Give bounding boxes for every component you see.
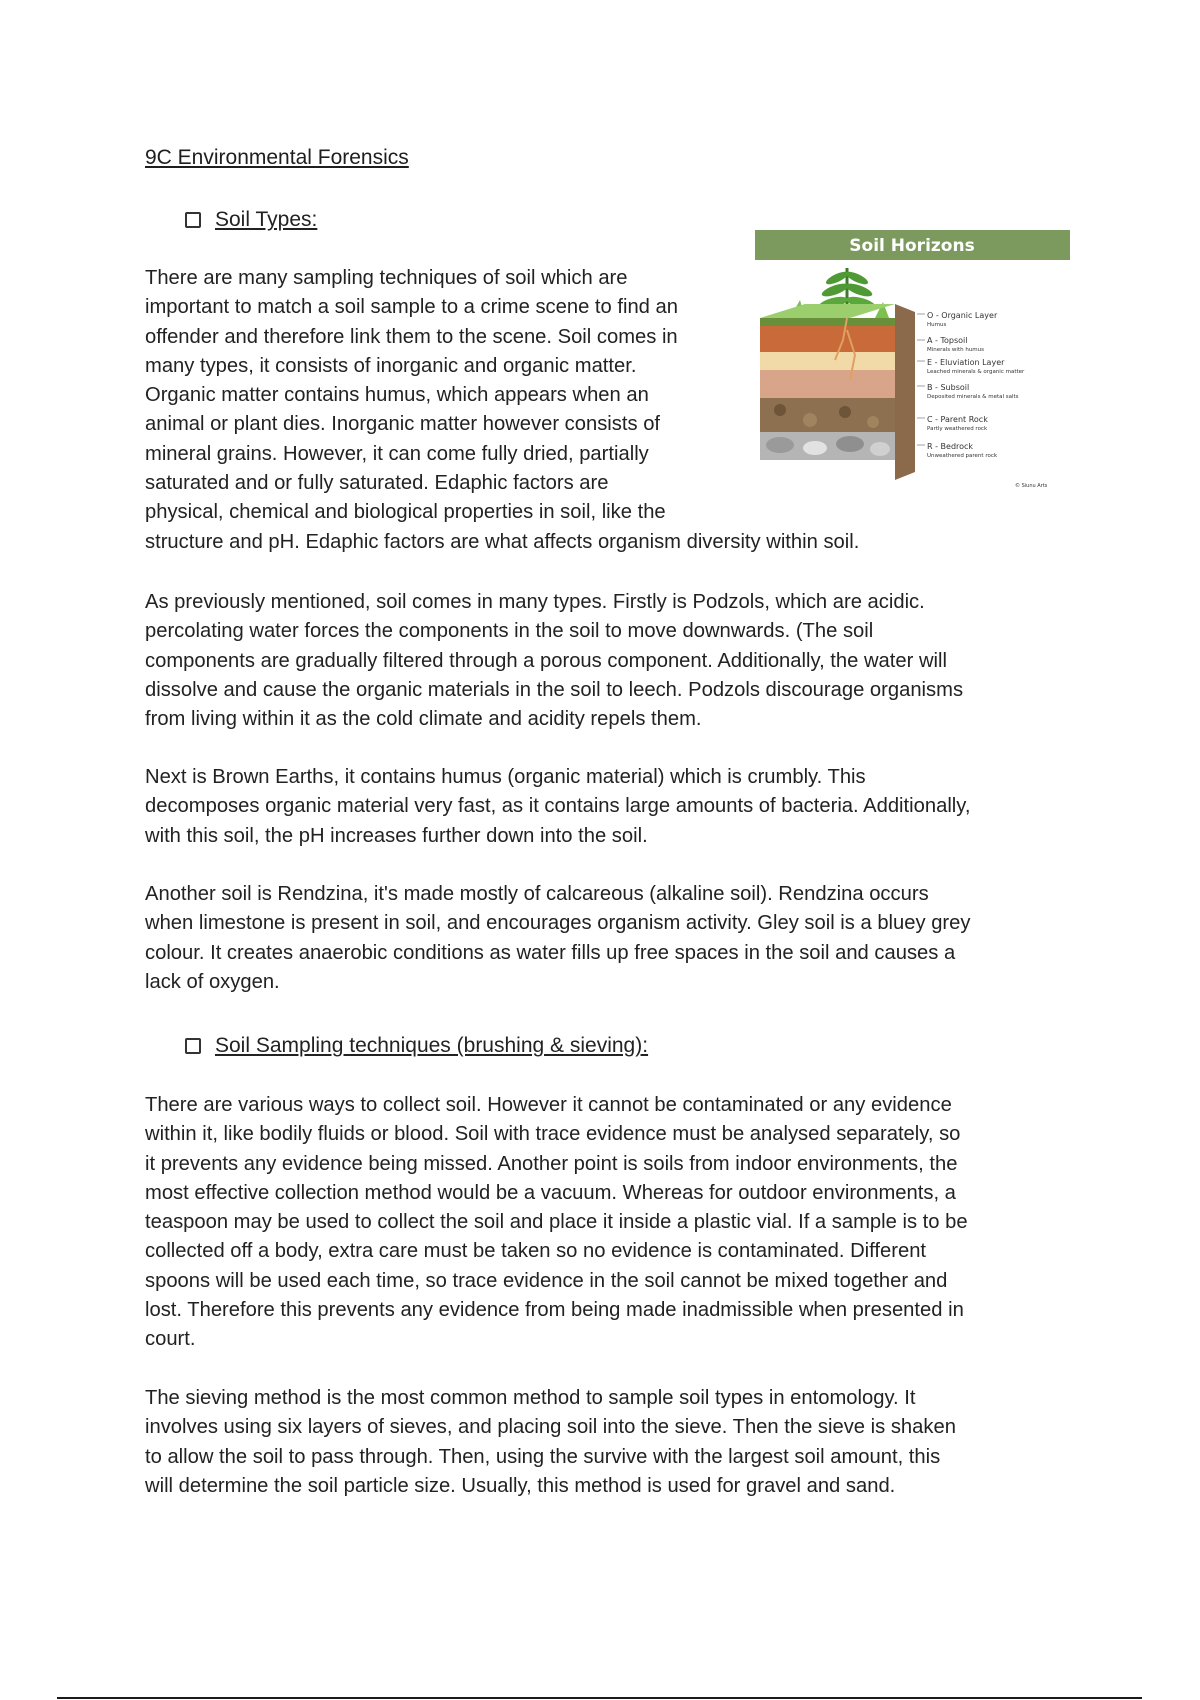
text-line: Next is Brown Earths, it contains humus (organic material) which is crumbly. This: [145, 766, 866, 788]
text-line: it prevents any evidence being missed. Another point is soils from indoor environments, the: [145, 1152, 958, 1175]
layer-label: [927, 358, 1025, 375]
checklist-checkbox[interactable]: [185, 1038, 201, 1054]
svg-text:A - Topsoil: A - Topsoil: [927, 336, 968, 345]
text-line: decomposes organic material very fast, as it contains large amounts of bacteria. Additionally,: [145, 795, 971, 818]
section-heading-label: Soil Types:: [215, 208, 318, 231]
section-heading-soil-types: [185, 208, 317, 232]
text-line: physical, chemical and biological properties in soil, like the: [145, 501, 666, 524]
soil-horizons-diagram: [755, 230, 1070, 500]
text-line: important to match a soil sample to a crime scene to find an: [145, 296, 678, 319]
text-line: saturated and or fully saturated. Edaphic factors are: [145, 472, 609, 495]
text-line: court.: [145, 1328, 196, 1351]
svg-text:C - Parent Rock: C - Parent Rock: [927, 415, 988, 424]
text-line: colour. It creates anaerobic conditions as water fills up free spaces in the soil and causes a: [145, 941, 956, 964]
text-line: lost. Therefore this prevents any evidence from being made inadmissible when presented in: [145, 1299, 964, 1322]
svg-text:Unweathered parent rock: Unweathered parent rock: [927, 453, 998, 459]
text-line: involves using six layers of sieves, and placing soil into the sieve. Then the sieve is shaken: [145, 1416, 956, 1439]
svg-text:Minerals with humus: Minerals with humus: [927, 347, 985, 353]
svg-text:Deposited minerals & metal sal: Deposited minerals & metal salts: [927, 394, 1019, 400]
layer-labels: [927, 311, 1048, 489]
text-line: animal or plant dies. Inorganic matter however consists of: [145, 413, 661, 436]
paragraph-sieving: [145, 1384, 1065, 1501]
svg-text:Leached minerals & organic mat: Leached minerals & organic matter: [927, 369, 1025, 375]
paragraph-podzols: [145, 588, 1065, 734]
document-title: 9C Environmental Forensics: [145, 146, 409, 169]
section-heading-label: Soil Sampling techniques (brushing & sieving):: [215, 1034, 649, 1057]
layer-label: [927, 311, 998, 328]
label-leader-lines: [917, 314, 925, 445]
text-line: Organic matter contains humus, which appears when an: [145, 384, 649, 407]
layer-subsoil: [760, 370, 895, 398]
svg-text:O - Organic Layer: O - Organic Layer: [927, 311, 998, 320]
layer-label: [927, 383, 1019, 400]
text-line: many types, it consists of inorganic and organic matter.: [145, 354, 637, 377]
layer-label: [927, 442, 998, 459]
paragraph-brown-earths: [145, 763, 1065, 851]
layer-label: [927, 415, 988, 432]
text-line: dissolve and cause the organic materials in the soil to leech. Podzols discourage organisms: [145, 678, 964, 701]
text-line: most effective collection method would be a vacuum. Whereas for outdoor environments, a: [145, 1181, 956, 1204]
paragraph-soil-collection: [145, 1091, 1065, 1355]
text-line: Another soil is Rendzina, it's made mostly of calcareous (alkaline soil). Rendzina occurs: [145, 883, 929, 905]
section-heading-soil-sampling: [185, 1034, 648, 1058]
text-line: The sieving method is the most common method to sample soil types in entomology. It: [145, 1387, 916, 1409]
text-line: within it, like bodily fluids or blood. Soil with trace evidence must be analysed separately, so: [145, 1123, 961, 1146]
svg-text:Partly weathered rock: Partly weathered rock: [927, 426, 988, 432]
figure-credit: © Siunu Arts: [1015, 483, 1048, 489]
text-line: teaspoon may be used to collect the soil and place it inside a plastic vial. If a sample is to be: [145, 1211, 968, 1234]
page-bottom-rule: [57, 1697, 1142, 1699]
text-line: to allow the soil to pass through. Then, using the survive with the largest soil amount, this: [145, 1445, 941, 1468]
svg-text:E - Eluviation Layer: E - Eluviation Layer: [927, 358, 1005, 367]
text-line: spoons will be used each time, so trace evidence in the soil cannot be mixed together and: [145, 1269, 948, 1292]
svg-text:Humus: Humus: [927, 322, 947, 328]
svg-text:R - Bedrock: R - Bedrock: [927, 442, 974, 451]
figure-title: Soil Horizons: [849, 236, 975, 256]
soil-block: [760, 304, 915, 480]
text-line: will determine the soil particle size. Usually, this method is used for gravel and sand.: [145, 1474, 896, 1497]
text-line: As previously mentioned, soil comes in many types. Firstly is Podzols, which are acidic.: [145, 591, 925, 613]
soil-horizons-figure: [755, 230, 1070, 500]
layer-topsoil: [760, 326, 895, 352]
text-line: collected off a body, extra care must be taken so no evidence is contaminated. Different: [145, 1240, 927, 1263]
checklist-checkbox[interactable]: [185, 212, 201, 228]
text-line: There are various ways to collect soil. However it cannot be contaminated or any evidence: [145, 1094, 952, 1116]
text-line: components are gradually filtered through a porous component. Additionally, the water will: [145, 649, 947, 672]
text-line: mineral grains. However, it can come fully dried, partially: [145, 442, 649, 465]
text-line: There are many sampling techniques of soil which are: [145, 267, 628, 289]
text-line: from living within it as the cold climate and acidity repels them.: [145, 708, 702, 731]
text-line: with this soil, the pH increases further down into the soil.: [145, 824, 648, 847]
text-line: offender and therefore link them to the scene. Soil comes in: [145, 325, 678, 348]
text-line: structure and pH. Edaphic factors are what affects organism diversity within soil.: [145, 530, 860, 553]
layer-eluviation: [760, 352, 895, 370]
layer-organic: [760, 318, 895, 326]
paragraph-rendzina: [145, 880, 1065, 997]
layer-label: [927, 336, 984, 353]
svg-text:B - Subsoil: B - Subsoil: [927, 383, 970, 392]
text-line: percolating water forces the components in the soil to move downwards. (The soil: [145, 620, 874, 643]
text-line: lack of oxygen.: [145, 970, 280, 993]
text-line: when limestone is present in soil, and encourages organism activity. Gley soil is a bluey grey: [145, 912, 971, 935]
